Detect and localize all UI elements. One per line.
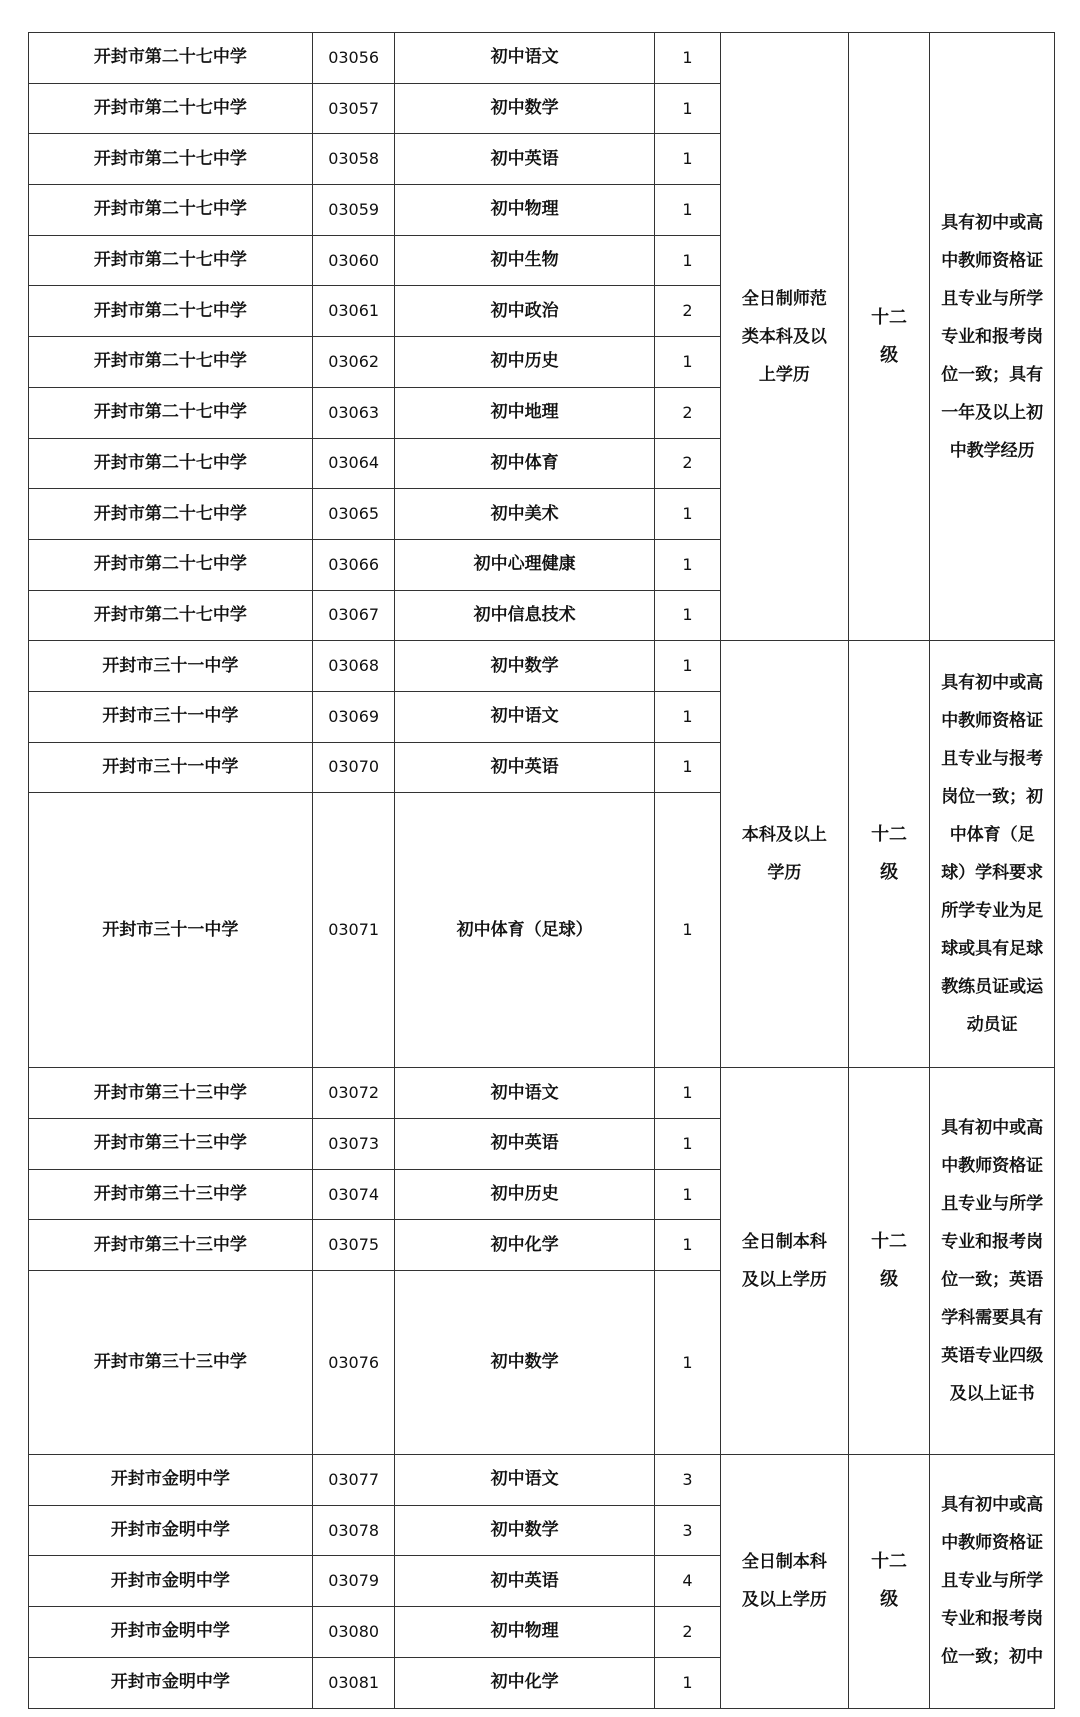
count-cell: 1 (654, 1657, 720, 1708)
position-code-cell: 03066 (312, 539, 395, 590)
education-cell (721, 641, 849, 1068)
subject-cell: 初中英语 (395, 1556, 654, 1607)
school-cell: 开封市金明中学 (29, 1556, 313, 1607)
school-cell: 开封市第三十三中学 (29, 1220, 313, 1271)
school-cell: 开封市第二十七中学 (29, 387, 313, 438)
school-cell: 开封市第三十三中学 (29, 1271, 313, 1455)
position-code-cell: 03068 (312, 641, 395, 692)
school-cell: 开封市三十一中学 (29, 742, 313, 793)
school-cell: 开封市三十一中学 (29, 793, 313, 1068)
position-code-cell: 03056 (312, 33, 395, 84)
position-code-cell: 03059 (312, 185, 395, 236)
education-text: 全日制师范类本科及以上学历 (741, 288, 827, 385)
subject-cell: 初中心理健康 (395, 539, 654, 590)
subject-cell: 初中地理 (395, 387, 654, 438)
position-code-cell: 03057 (312, 83, 395, 134)
position-code-cell: 03064 (312, 438, 395, 489)
school-cell: 开封市第二十七中学 (29, 489, 313, 540)
position-code-cell: 03080 (312, 1607, 395, 1658)
count-cell: 1 (654, 641, 720, 692)
subject-cell: 初中数学 (395, 1271, 654, 1455)
school-cell: 开封市第三十三中学 (29, 1068, 313, 1119)
education-text: 全日制本科及以上学历 (741, 1552, 827, 1611)
count-cell: 1 (654, 590, 720, 641)
table-row (29, 641, 1055, 692)
count-cell: 1 (654, 185, 720, 236)
level-text: 十二级 (871, 1231, 908, 1291)
subject-cell: 初中物理 (395, 1607, 654, 1658)
subject-cell: 初中体育（足球） (395, 793, 654, 1068)
table-row (29, 1455, 1055, 1506)
subject-cell: 初中化学 (395, 1220, 654, 1271)
level-cell (848, 1455, 930, 1708)
education-cell (721, 1455, 849, 1708)
count-cell: 1 (654, 33, 720, 84)
subject-cell: 初中数学 (395, 641, 654, 692)
subject-cell: 初中数学 (395, 83, 654, 134)
subject-cell: 初中英语 (395, 134, 654, 185)
subject-cell: 初中语文 (395, 33, 654, 84)
position-code-cell: 03058 (312, 134, 395, 185)
subject-cell: 初中政治 (395, 286, 654, 337)
school-cell: 开封市金明中学 (29, 1505, 313, 1556)
requirement-cell (930, 1068, 1055, 1455)
count-cell: 1 (654, 1220, 720, 1271)
recruitment-table (28, 32, 1055, 1709)
school-cell: 开封市第二十七中学 (29, 337, 313, 388)
education-text: 本科及以上学历 (741, 825, 827, 884)
position-code-cell: 03062 (312, 337, 395, 388)
requirement-text: 具有初中或高中教师资格证且专业与报考岗位一致；初中体育（足球）学科要求所学专业为足球或具有足球教练员证或运动员证 (941, 673, 1044, 1036)
school-cell: 开封市第二十七中学 (29, 185, 313, 236)
subject-cell: 初中信息技术 (395, 590, 654, 641)
school-cell: 开封市第二十七中学 (29, 33, 313, 84)
subject-cell: 初中语文 (395, 691, 654, 742)
school-cell: 开封市金明中学 (29, 1657, 313, 1708)
school-cell: 开封市第二十七中学 (29, 539, 313, 590)
requirement-text: 具有初中或高中教师资格证且专业与所学专业和报考岗位一致；英语学科需要具有英语专业四级及以上证书 (941, 1118, 1044, 1405)
count-cell: 3 (654, 1455, 720, 1506)
recruitment-table-page (28, 32, 1055, 1709)
position-code-cell: 03067 (312, 590, 395, 641)
count-cell: 2 (654, 438, 720, 489)
school-cell: 开封市第二十七中学 (29, 83, 313, 134)
subject-cell: 初中英语 (395, 742, 654, 793)
count-cell: 2 (654, 1607, 720, 1658)
position-code-cell: 03072 (312, 1068, 395, 1119)
level-text: 十二级 (871, 306, 908, 366)
requirement-cell (930, 33, 1055, 641)
position-code-cell: 03079 (312, 1556, 395, 1607)
level-cell (848, 641, 930, 1068)
count-cell: 1 (654, 793, 720, 1068)
level-text: 十二级 (871, 824, 908, 884)
education-cell (721, 1068, 849, 1455)
count-cell: 1 (654, 742, 720, 793)
school-cell: 开封市第三十三中学 (29, 1169, 313, 1220)
education-cell (721, 33, 849, 641)
subject-cell: 初中英语 (395, 1119, 654, 1170)
level-cell (848, 33, 930, 641)
count-cell: 1 (654, 691, 720, 742)
position-code-cell: 03073 (312, 1119, 395, 1170)
school-cell: 开封市第二十七中学 (29, 438, 313, 489)
subject-cell: 初中数学 (395, 1505, 654, 1556)
count-cell: 1 (654, 1271, 720, 1455)
position-code-cell: 03063 (312, 387, 395, 438)
level-cell (848, 1068, 930, 1455)
count-cell: 1 (654, 1169, 720, 1220)
position-code-cell: 03071 (312, 793, 395, 1068)
count-cell: 1 (654, 489, 720, 540)
position-code-cell: 03078 (312, 1505, 395, 1556)
subject-cell: 初中历史 (395, 337, 654, 388)
position-code-cell: 03074 (312, 1169, 395, 1220)
subject-cell: 初中美术 (395, 489, 654, 540)
school-cell: 开封市金明中学 (29, 1607, 313, 1658)
position-code-cell: 03076 (312, 1271, 395, 1455)
requirement-text: 具有初中或高中教师资格证且专业与所学专业和报考岗位一致；具有一年及以上初中教学经历 (941, 212, 1044, 461)
count-cell: 1 (654, 235, 720, 286)
position-code-cell: 03081 (312, 1657, 395, 1708)
school-cell: 开封市第二十七中学 (29, 286, 313, 337)
subject-cell: 初中历史 (395, 1169, 654, 1220)
requirement-cell (930, 641, 1055, 1068)
count-cell: 3 (654, 1505, 720, 1556)
table-row (29, 1068, 1055, 1119)
subject-cell: 初中生物 (395, 235, 654, 286)
position-code-cell: 03075 (312, 1220, 395, 1271)
count-cell: 2 (654, 387, 720, 438)
position-code-cell: 03070 (312, 742, 395, 793)
school-cell: 开封市第三十三中学 (29, 1119, 313, 1170)
position-code-cell: 03061 (312, 286, 395, 337)
count-cell: 1 (654, 539, 720, 590)
school-cell: 开封市金明中学 (29, 1455, 313, 1506)
school-cell: 开封市第二十七中学 (29, 235, 313, 286)
requirement-cell (930, 1455, 1055, 1708)
subject-cell: 初中语文 (395, 1068, 654, 1119)
table-row (29, 33, 1055, 84)
position-code-cell: 03060 (312, 235, 395, 286)
position-code-cell: 03069 (312, 691, 395, 742)
subject-cell: 初中体育 (395, 438, 654, 489)
count-cell: 1 (654, 1068, 720, 1119)
position-code-cell: 03065 (312, 489, 395, 540)
requirement-text: 具有初中或高中教师资格证且专业与所学专业和报考岗位一致；初中 (941, 1495, 1044, 1668)
school-cell: 开封市第二十七中学 (29, 134, 313, 185)
school-cell: 开封市三十一中学 (29, 641, 313, 692)
subject-cell: 初中化学 (395, 1657, 654, 1708)
count-cell: 1 (654, 1119, 720, 1170)
count-cell: 2 (654, 286, 720, 337)
count-cell: 1 (654, 134, 720, 185)
school-cell: 开封市第二十七中学 (29, 590, 313, 641)
position-code-cell: 03077 (312, 1455, 395, 1506)
count-cell: 4 (654, 1556, 720, 1607)
subject-cell: 初中物理 (395, 185, 654, 236)
count-cell: 1 (654, 337, 720, 388)
education-text: 全日制本科及以上学历 (741, 1232, 827, 1291)
school-cell: 开封市三十一中学 (29, 691, 313, 742)
subject-cell: 初中语文 (395, 1455, 654, 1506)
count-cell: 1 (654, 83, 720, 134)
level-text: 十二级 (871, 1551, 908, 1611)
